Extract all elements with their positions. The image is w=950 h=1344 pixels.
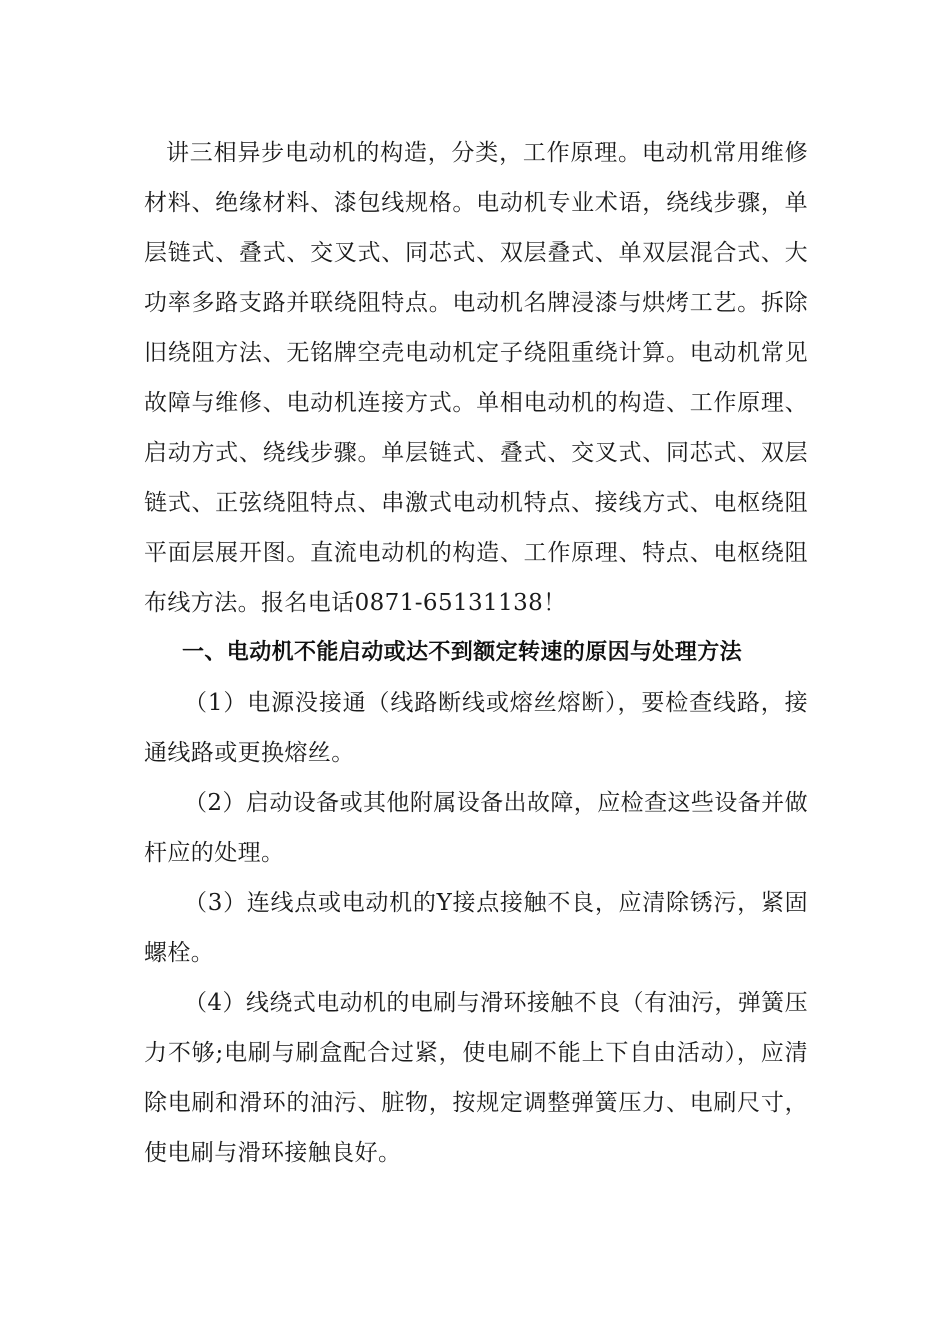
document-body (144, 128, 808, 1178)
section-heading: 一、电动机不能启动或达不到额定转速的原因与处理方法 (182, 640, 743, 665)
list-item: （2）启动设备或其他附属设备出故障，应检查这些设备并做杆应的处理。 (144, 790, 808, 866)
list-item: （3）连线点或电动机的Y接点接触不良，应清除锈污，紧固螺栓。 (144, 890, 808, 966)
list-item: （1）电源没接通（线路断线或熔丝熔断），要检查线路，接通线路或更换熔丝。 (144, 690, 808, 766)
intro-paragraph: 讲三相异步电动机的构造，分类，工作原理。电动机常用维修材料、绝缘材料、漆包线规格。电动机专业术语，绕线步骤，单层链式、叠式、交叉式、同芯式、双层叠式、单双层混合式、大功率多路支路并联绕阻特点。电动机名牌浸漆与烘烤工艺。拆除旧绕阻方法、无铭牌空壳电动机定子绕阻重绕计算。电动机常见故障与维修、电动机连接方式。单相电动机的构造、工作原理、启动方式、绕线步骤。单层链式、叠式、交叉式、同芯式、双层链式、正弦绕阻特点、串激式电动机特点、接线方式、电枢绕阻平面层展开图。直流电动机的构造、工作原理、特点、电枢绕阻布线方法。报名电话0871-65131138！ (144, 140, 808, 616)
list-item: （4）线绕式电动机的电刷与滑环接触不良（有油污，弹簧压力不够;电刷与刷盒配合过紧，使电刷不能上下自由活动），应清除电刷和滑环的油污、脏物，按规定调整弹簧压力、电刷尺寸，使电刷与滑环接触良好。 (144, 990, 808, 1166)
